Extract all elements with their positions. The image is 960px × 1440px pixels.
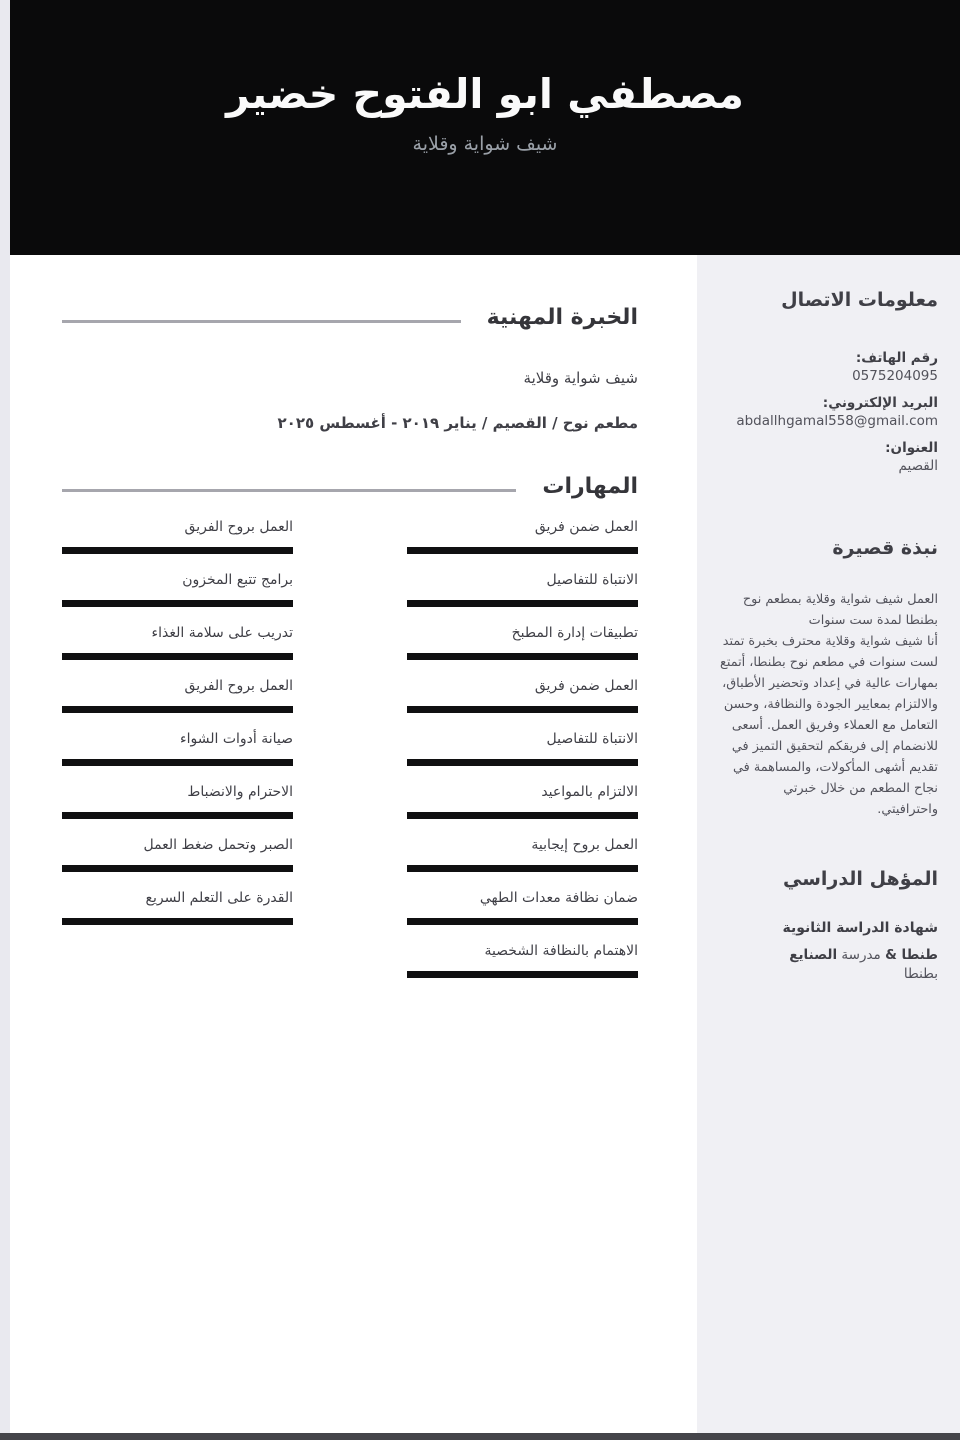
skill-item xyxy=(62,517,293,554)
contact-item xyxy=(719,394,938,430)
skill-label: العمل بروح الفريق xyxy=(184,519,293,535)
school-part: طنطا & xyxy=(885,947,938,963)
skill-bar xyxy=(62,706,293,713)
skill-bar xyxy=(407,918,638,925)
skill-item xyxy=(407,729,638,766)
skill-label: تطبيقات إدارة المطبخ xyxy=(511,625,638,641)
skill-label: تدريب على سلامة الغذاء xyxy=(151,625,293,641)
skills-section xyxy=(62,474,638,994)
skill-label: الصبر وتحمل ضغط العمل xyxy=(143,837,293,853)
school-part: مدرسة xyxy=(837,947,886,963)
skills-heading: المهارات xyxy=(542,474,638,499)
skill-label: صيانة أدوات الشواء xyxy=(180,731,293,747)
body-row xyxy=(10,255,960,1433)
education-heading: المؤهل الدراسي xyxy=(782,868,938,890)
contact-item xyxy=(719,349,938,385)
experience-entry xyxy=(62,368,638,434)
summary-paragraph: العمل شيف شواية وقلاية بمطعم نوح بطنطا لمدة ست سنوات xyxy=(742,592,938,628)
experience-list xyxy=(62,368,638,434)
skill-label: ضمان نظافة معدات الطهي xyxy=(479,890,638,906)
main-content xyxy=(10,255,697,1433)
contact-item xyxy=(719,439,938,475)
skill-item xyxy=(407,782,638,819)
skills-column-left xyxy=(62,517,293,994)
skill-label: العمل ضمن فريق xyxy=(534,678,638,694)
skill-bar xyxy=(407,759,638,766)
skill-item xyxy=(407,623,638,660)
contact-value: abdallhgamal558@gmail.com xyxy=(736,413,938,429)
skill-bar xyxy=(62,865,293,872)
skill-item xyxy=(407,888,638,925)
contact-list xyxy=(719,349,938,475)
skill-label: الاهتمام بالنظافة الشخصية xyxy=(484,943,638,959)
resume-page xyxy=(10,0,960,1433)
person-job-title: شيف شواية وقلاية xyxy=(412,133,558,156)
education-school-location: بطنطا xyxy=(903,966,938,982)
skill-item xyxy=(62,570,293,607)
skill-bar xyxy=(62,600,293,607)
skill-item xyxy=(62,676,293,713)
skill-item xyxy=(62,623,293,660)
skill-bar xyxy=(407,600,638,607)
skill-item xyxy=(407,570,638,607)
contact-value: 0575204095 xyxy=(852,368,938,384)
skill-item xyxy=(62,729,293,766)
skill-bar xyxy=(62,547,293,554)
skill-label: الانتباة للتفاصيل xyxy=(546,731,638,747)
skills-section-header xyxy=(62,474,638,499)
education-school xyxy=(719,946,938,965)
summary-section xyxy=(719,537,938,820)
skill-bar xyxy=(62,918,293,925)
skill-bar xyxy=(407,812,638,819)
skill-label: الانتباة للتفاصيل xyxy=(546,572,638,588)
skill-item xyxy=(62,888,293,925)
bottom-bar xyxy=(0,1433,960,1440)
contact-label: العنوان: xyxy=(885,440,938,456)
skill-item xyxy=(407,517,638,554)
school-part: الصنايع xyxy=(789,947,838,963)
skill-bar xyxy=(407,706,638,713)
experience-job-title: شيف شواية وقلاية xyxy=(523,369,638,387)
skill-bar xyxy=(407,971,638,978)
skill-label: الالتزام بالمواعيد xyxy=(541,784,638,800)
contact-value: القصيم xyxy=(898,458,938,474)
skill-label: العمل ضمن فريق xyxy=(534,519,638,535)
skill-bar xyxy=(407,653,638,660)
skill-bar xyxy=(407,547,638,554)
experience-heading: الخبرة المهنية xyxy=(486,305,638,330)
education-degree: شهادة الدراسة الثانوية xyxy=(782,920,938,936)
skill-label: العمل بروح الفريق xyxy=(184,678,293,694)
skill-item xyxy=(62,835,293,872)
skill-bar xyxy=(62,812,293,819)
skill-bar xyxy=(62,653,293,660)
contact-label: البريد الإلكتروني: xyxy=(822,395,938,411)
skill-item xyxy=(62,782,293,819)
skills-column-right xyxy=(407,517,638,994)
skills-columns xyxy=(62,517,638,994)
sidebar xyxy=(697,255,960,1433)
experience-company-dates: مطعم نوح / القصيم / يناير ٢٠١٩ - أغسطس ٢٠٢٥ xyxy=(277,414,638,432)
summary-text xyxy=(719,589,938,820)
contact-heading: معلومات الاتصال xyxy=(781,289,938,311)
skill-label: برامج تتبع المخزون xyxy=(182,572,293,588)
summary-paragraph: أنا شيف شواية وقلاية محترف بخبرة تمتد لست سنوات في مطعم نوح بطنطا، أتمتع بمهارات عالية في إعداد وتحضير الأطباق، والالتزام بمعايير الجودة والنظافة، وحسن التعامل مع العملاء وفريق العمل. أسعى للانضمام إلى فريقكم لتحقيق التميز في تقديم أشهى المأكولات، والمساهمة في نجاح المطعم من خلال خبرتي واحترافيتي. xyxy=(720,634,938,817)
summary-heading: نبذة قصيرة xyxy=(832,537,938,559)
skill-label: العمل بروح إيجابية xyxy=(531,837,638,853)
header xyxy=(10,0,960,255)
skill-item xyxy=(407,835,638,872)
experience-section xyxy=(62,305,638,434)
contact-label: رقم الهاتف: xyxy=(855,350,938,366)
skill-label: القدرة على التعلم السريع xyxy=(145,890,293,906)
experience-section-header xyxy=(62,305,638,330)
section-rule xyxy=(62,489,516,492)
education-section xyxy=(719,868,938,984)
skill-bar xyxy=(62,759,293,766)
contact-section xyxy=(719,289,938,475)
section-rule xyxy=(62,320,461,323)
skill-item xyxy=(407,941,638,978)
skill-bar xyxy=(407,865,638,872)
person-name: مصطفي ابو الفتوح خضير xyxy=(226,70,744,118)
skill-label: الاحترام والانضباط xyxy=(187,784,293,800)
skill-item xyxy=(407,676,638,713)
